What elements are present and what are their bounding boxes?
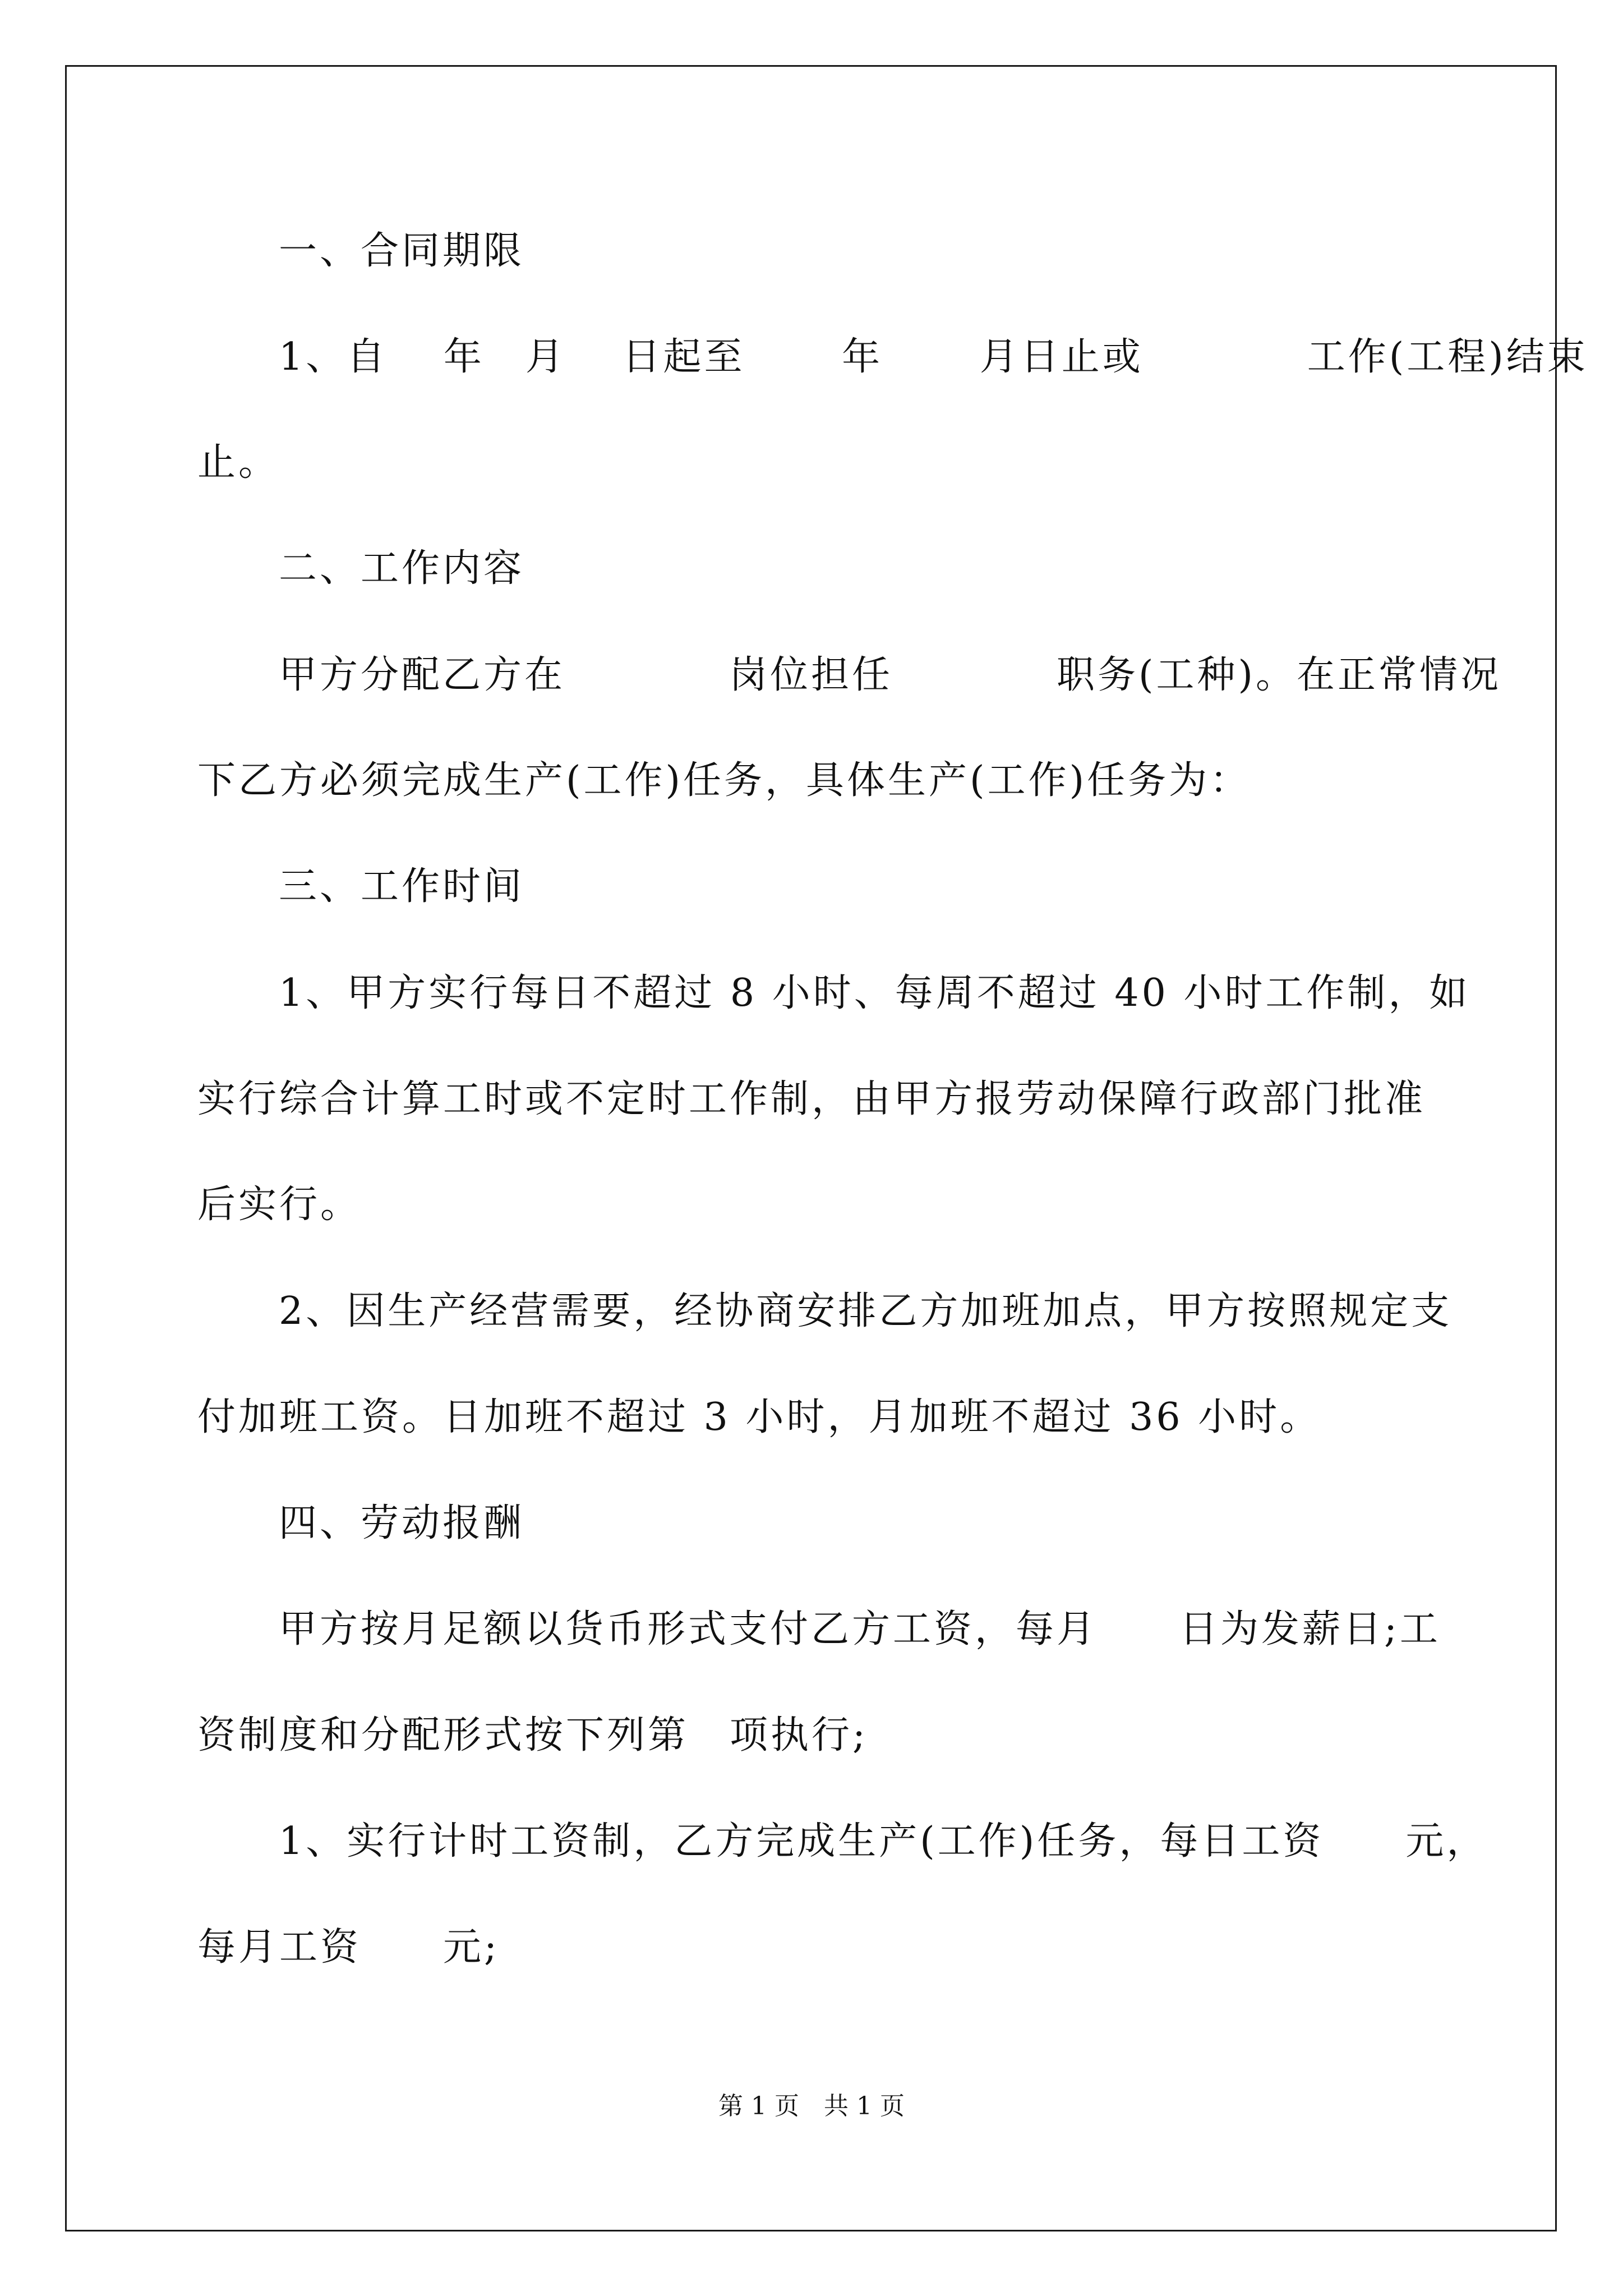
paragraph-line: 止。 [197, 440, 280, 485]
paragraph-line: 每月工资 元; [197, 1925, 500, 1970]
paragraph-line: 甲方按月足额以货币形式支付乙方工资，每月 日为发薪日;工 [279, 1607, 1441, 1651]
paragraph-line: 2、因生产经营需要，经协商安排乙方加班加点，甲方按照规定支 [279, 1289, 1453, 1333]
page-border [65, 65, 1557, 2231]
section-heading-contract-term: 一、合同期限 [279, 229, 525, 273]
paragraph-line: 1、自 年 月 日起至 年 月日止或 工作(工程)结束 [279, 335, 1588, 379]
paragraph-line: 1、实行计时工资制，乙方完成生产(工作)任务，每日工资 元， [279, 1819, 1488, 1864]
paragraph-line: 资制度和分配形式按下列第 项执行; [197, 1713, 868, 1757]
page-number-footer: 第 1 页 共 1 页 [718, 2092, 905, 2120]
section-heading-work-content: 二、工作内容 [279, 546, 525, 591]
paragraph-line: 实行综合计算工时或不定时工作制，由甲方报劳动保障行政部门批准 [197, 1077, 1426, 1121]
paragraph-line: 下乙方必须完成生产(工作)任务，具体生产(工作)任务为： [197, 758, 1251, 803]
section-heading-work-hours: 三、工作时间 [279, 864, 525, 909]
paragraph-line: 后实行。 [197, 1182, 362, 1227]
paragraph-line: 1、甲方实行每日不超过 8 小时、每周不超过 40 小时工作制，如 [279, 971, 1470, 1015]
paragraph-line: 甲方分配乙方在 岗位担任 职务(工种)。在正常情况 [279, 653, 1502, 697]
section-heading-remuneration: 四、劳动报酬 [279, 1501, 525, 1545]
paragraph-line: 付加班工资。日加班不超过 3 小时，月加班不超过 36 小时。 [197, 1395, 1321, 1439]
